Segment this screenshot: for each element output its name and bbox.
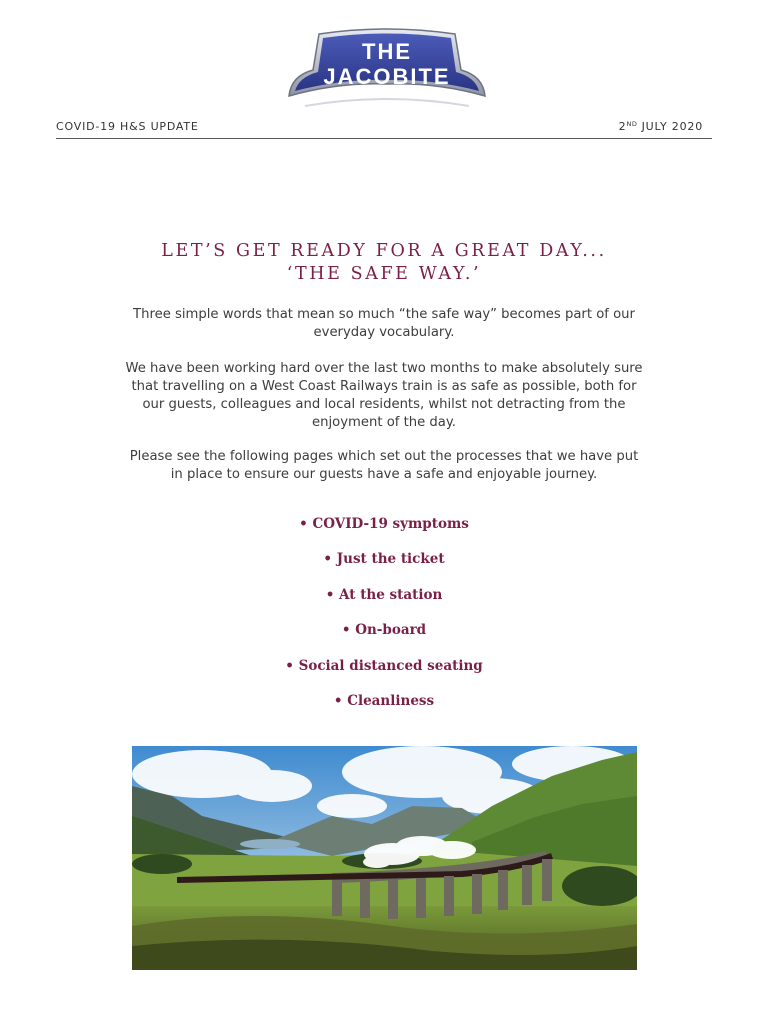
document-date — [619, 120, 703, 133]
topic-item-ticket: • Just the ticket — [323, 551, 445, 568]
topic-list — [0, 514, 768, 726]
work-paragraph: We have been working hard over the last two months to make absolutely sure that travelling on a West Coast Railways train is as safe as possible, both for our guests, colleagues and local residents, whilst not detracting from the enjoyment of the day. — [125, 361, 643, 430]
date-suffix: ND — [626, 120, 638, 128]
header-divider — [56, 138, 712, 139]
intro-paragraph: Three simple words that mean so much “the safe way” becomes part of our everyday vocabulary. — [133, 307, 635, 340]
topic-item-on-board: • On-board — [341, 622, 427, 639]
headline-line2: ‘THE SAFE WAY.’ — [286, 264, 482, 284]
topic-item-covid-symptoms: • COVID-19 symptoms — [299, 516, 469, 532]
topic-item-seating: • Social distanced seating — [285, 657, 483, 674]
jacobite-logo — [285, 26, 489, 118]
headline — [0, 240, 768, 286]
date-rest: JULY 2020 — [637, 120, 703, 133]
date-day: 2 — [618, 120, 627, 133]
logo-line2: JACOBITE — [323, 64, 451, 89]
headline-line1: LET’S GET READY FOR A GREAT DAY... — [161, 241, 607, 261]
pages-paragraph: Please see the following pages which set out the processes that we have put in place to ensure our guests have a safe and enjoyable journey. — [129, 449, 639, 482]
document-type: COVID-19 H&S UPDATE — [56, 120, 199, 133]
logo-line1: THE — [362, 39, 412, 64]
landscape-photo — [132, 746, 637, 970]
topic-item-cleanliness: • Cleanliness — [333, 692, 435, 709]
topic-item-station: • At the station — [325, 586, 443, 603]
